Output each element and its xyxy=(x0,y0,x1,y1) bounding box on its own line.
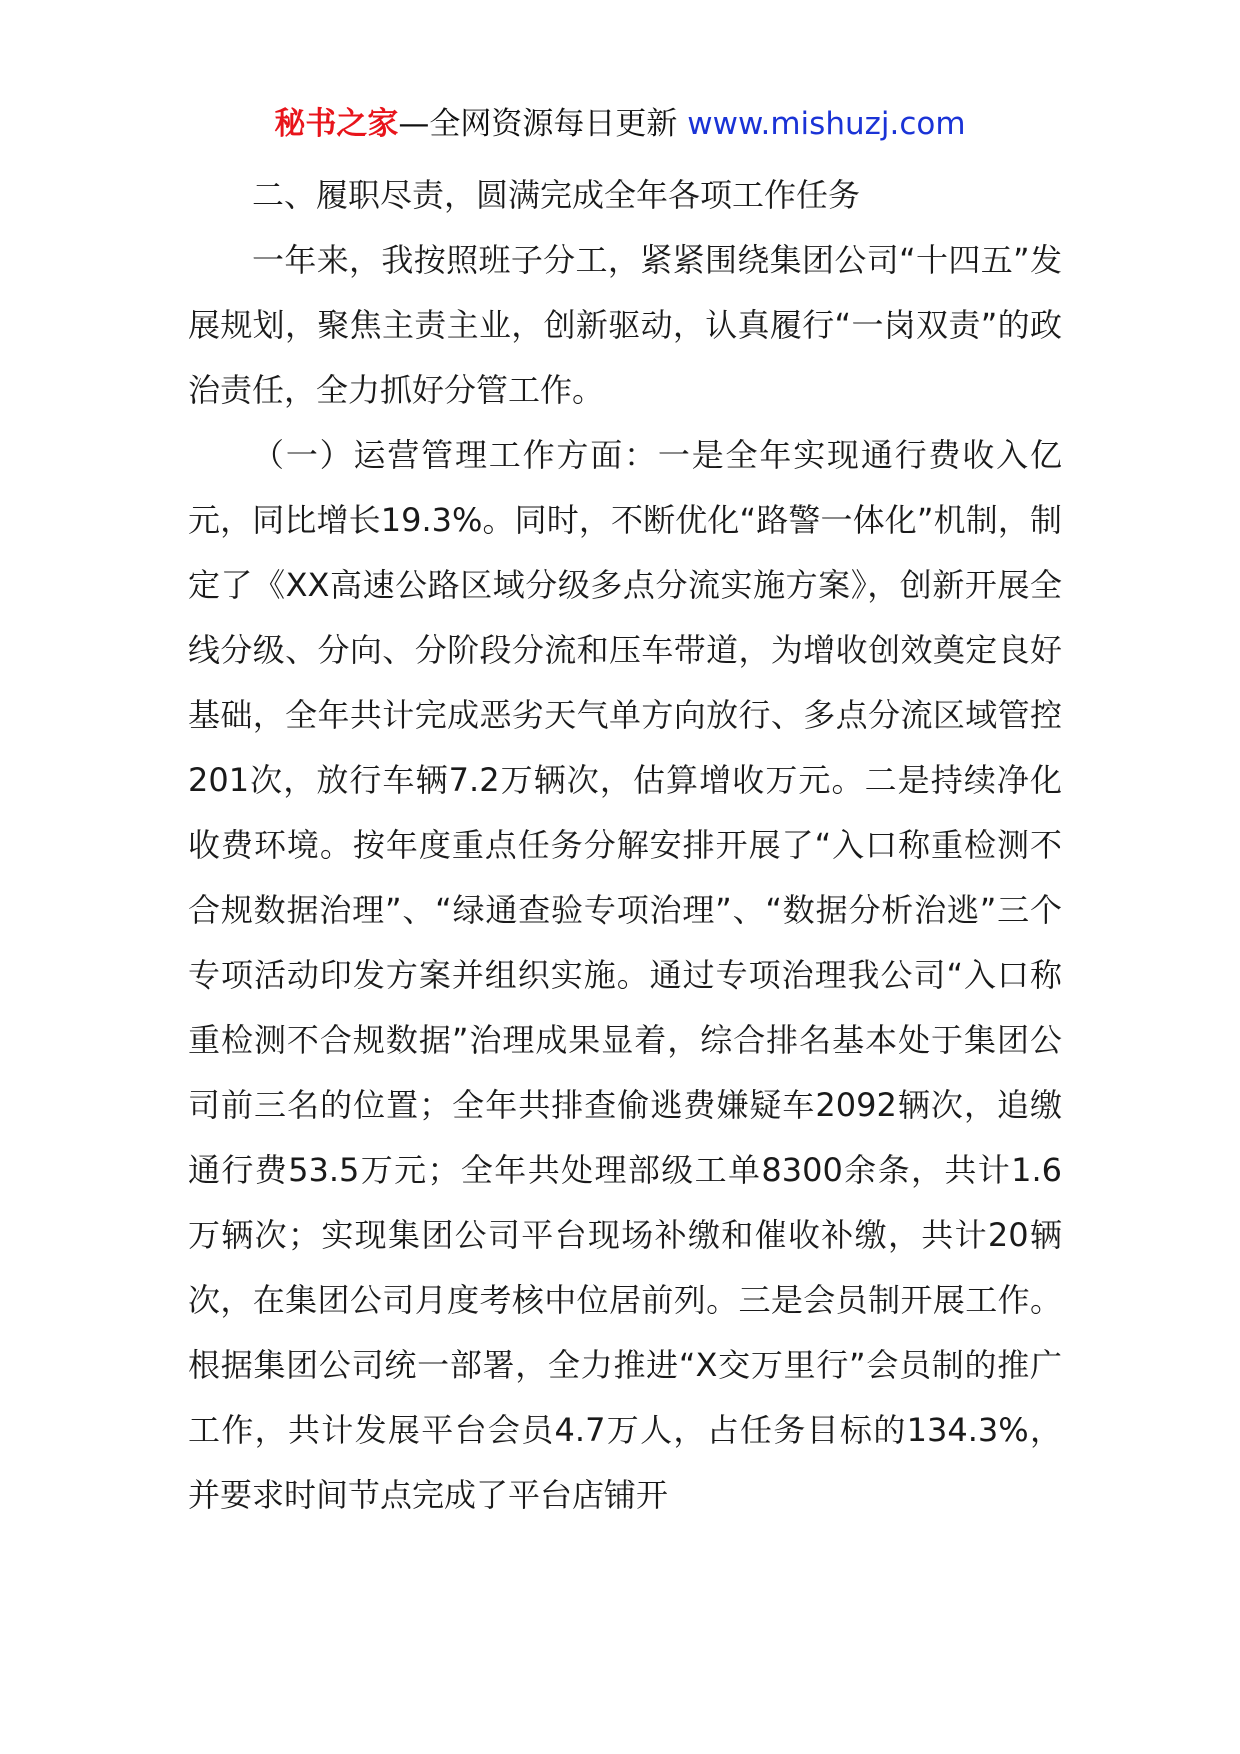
intro-paragraph: 一年来，我按照班子分工，紧紧围绕集团公司“十四五”发展规划，聚焦主责主业，创新驱动，认真履行“一岗双责”的政治责任，全力抓好分管工作。 xyxy=(188,241,1062,409)
website-link[interactable]: www.mishuzj.com xyxy=(687,106,966,142)
document-body xyxy=(188,163,1062,1528)
brand-name: 秘书之家 xyxy=(274,106,399,142)
section-heading: 二、履职尽责，圆满完成全年各项工作任务 xyxy=(252,176,861,214)
operations-paragraph: （一）运营管理工作方面：一是全年实现通行费收入亿元，同比增长19.3%。同时，不断优化“路警一体化”机制，制定了《XX高速公路区域分级多点分流实施方案》，创新开展全线分级、分向、分阶段分流和压车带道，为增收创效奠定良好基础，全年共计完成恶劣天气单方向放行、多点分流区域管控201次，放行车辆7.2万辆次，估算增收万元。二是持续净化收费环境。按年度重点任务分解安排开展了“入口称重检测不合规数据治理”、“绿通查验专项治理”、“数据分析治逃”三个专项活动印发方案并组织实施。通过专项治理我公司“入口称重检测不合规数据”治理成果显着，综合排名基本处于集团公司前三名的位置；全年共排查偷逃费嫌疑车2092辆次，追缴通行费53.5万元；全年共处理部级工单8300余条，共计1.6万辆次；实现集团公司平台现场补缴和催收补缴，共计20辆次，在集团公司月度考核中位居前列。三是会员制开展工作。根据集团公司统一部署，全力推进“X交万里行”会员制的推广工作，共计发展平台会员4.7万人，占任务目标的134.3%，并要求时间节点完成了平台店铺开 xyxy=(188,436,1062,1514)
header-slogan: —全网资源每日更新 xyxy=(398,106,678,142)
page-header xyxy=(0,100,1240,148)
